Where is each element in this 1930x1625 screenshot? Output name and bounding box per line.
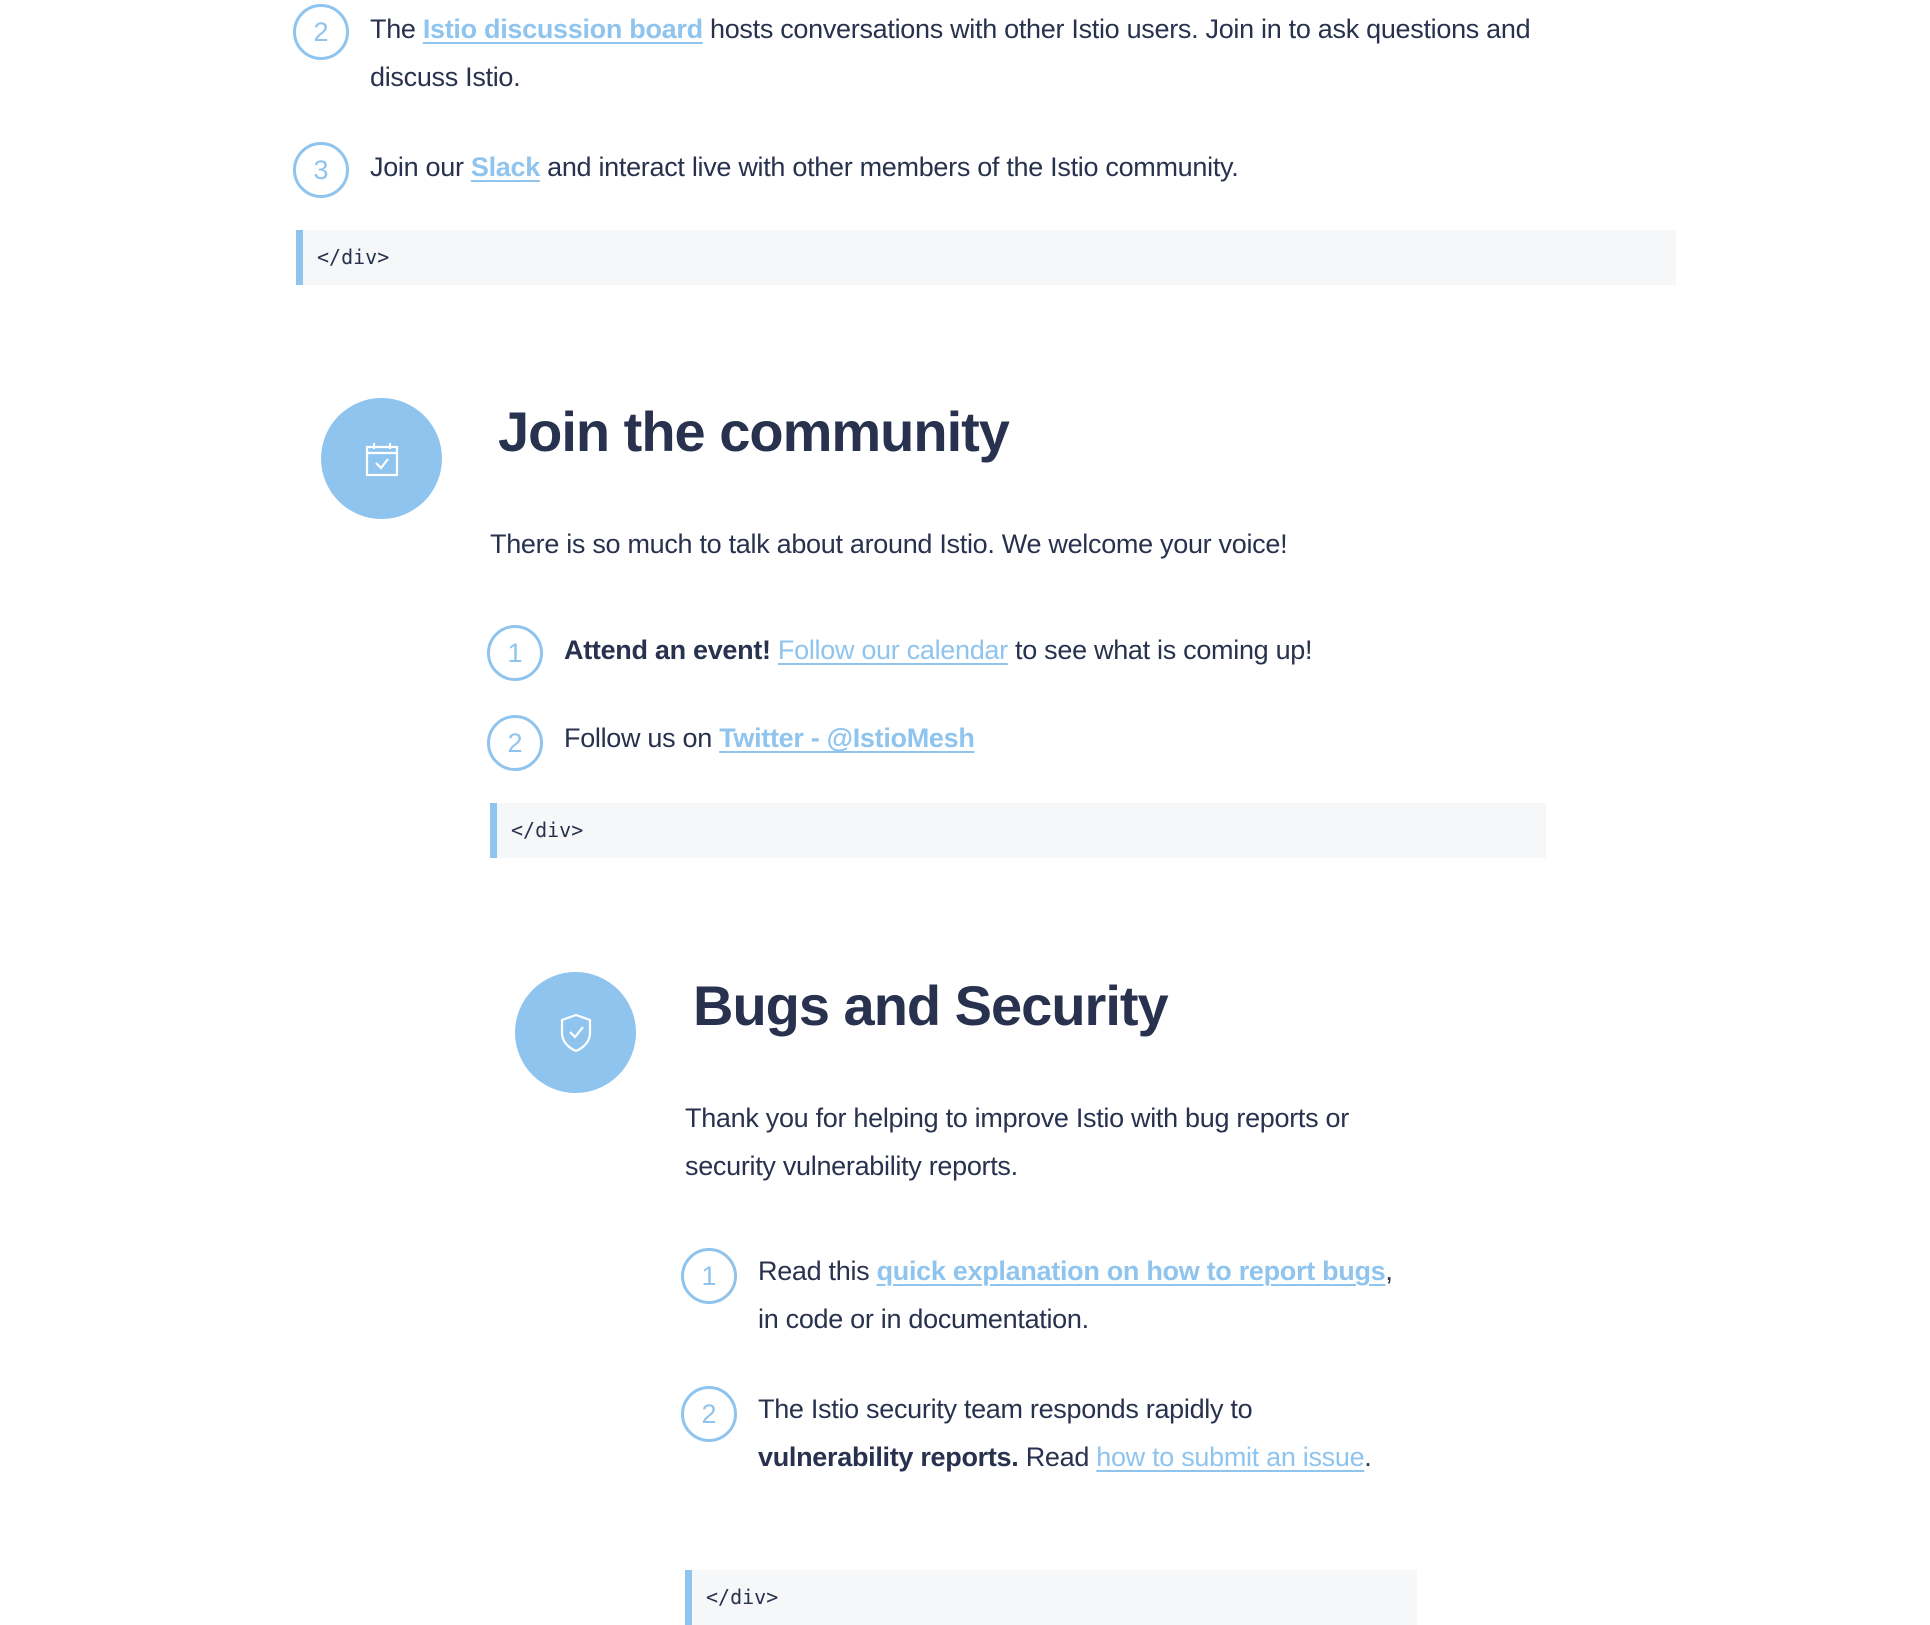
item-text: , in code or in documentation. (758, 1256, 1393, 1334)
report-bugs-link[interactable]: quick explanation on how to report bugs (876, 1256, 1386, 1286)
bugs-icon-circle (515, 972, 636, 1093)
section-intro: Thank you for helping to improve Istio with bug reports or security vulnerability reports. (685, 1103, 1349, 1181)
step-number: 2 (487, 715, 543, 771)
item-strong: Attend an event! (564, 635, 771, 665)
code-block: </div> (490, 803, 1546, 858)
code-block: </div> (685, 1570, 1417, 1625)
item-strong: vulnerability reports. (758, 1442, 1019, 1472)
slack-link[interactable]: Slack (470, 152, 540, 182)
discussion-board-link[interactable]: Istio discussion board (422, 14, 703, 44)
list-item (564, 626, 1312, 674)
calendar-link[interactable]: Follow our calendar (777, 635, 1008, 665)
item-text: Follow us on (564, 723, 712, 753)
step-number: 2 (681, 1386, 737, 1442)
twitter-link[interactable]: Twitter - @IstioMesh (719, 723, 975, 753)
shield-check-icon (559, 1013, 593, 1053)
step-number: 1 (487, 625, 543, 681)
list-item (370, 5, 1570, 101)
item-text: and interact live with other members of the Istio community. (547, 152, 1239, 182)
item-text: The Istio security team responds rapidly to (758, 1394, 1253, 1424)
item-text: . (1364, 1442, 1372, 1472)
submit-issue-link[interactable]: how to submit an issue (1096, 1442, 1365, 1472)
item-text: to see what is coming up! (1015, 635, 1313, 665)
code-block: </div> (296, 230, 1676, 285)
list-item (370, 143, 1670, 191)
community-icon-circle (321, 398, 442, 519)
section-title: Bugs and Security (693, 974, 1168, 1037)
item-text: The (370, 14, 416, 44)
list-item (758, 1385, 1398, 1481)
list-item (564, 714, 975, 762)
calendar-check-icon (365, 441, 399, 477)
item-text: Join our (370, 152, 464, 182)
item-text: hosts conversations with other Istio users. Join in to ask questions and discuss Istio. (370, 14, 1531, 92)
list-item (758, 1247, 1398, 1343)
section-intro: There is so much to talk about around Istio. We welcome your voice! (490, 529, 1288, 559)
step-number: 1 (681, 1248, 737, 1304)
step-number: 2 (293, 4, 349, 60)
step-number: 3 (293, 142, 349, 198)
item-text: Read this (758, 1256, 870, 1286)
section-title: Join the community (498, 400, 1009, 463)
item-text: Read (1025, 1442, 1090, 1472)
